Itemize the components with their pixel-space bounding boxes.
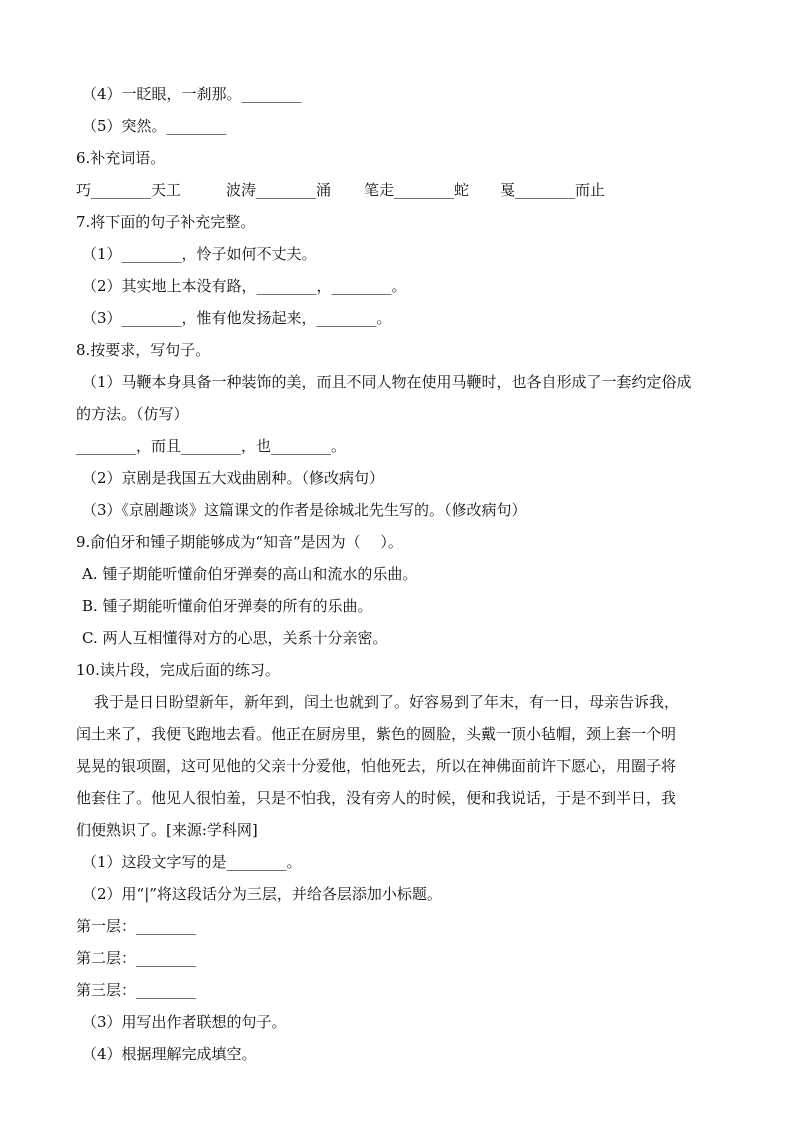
q10-passage-line-3: 晃晃的银项圈，这可见他的父亲十分爱他，怕他死去，所以在神佛面前许下愿心，用圈子将 — [76, 757, 677, 775]
q8-item-2: （2）京剧是我国五大戏曲剧种。（修改病句） — [82, 469, 385, 487]
q9-option-a: A. 锺子期能听懂俞伯牙弹奏的高山和流水的乐曲。 — [82, 565, 418, 583]
q10-item-1: （1）这段文字写的是________。 — [82, 853, 302, 871]
q9-title: 9.俞伯牙和锺子期能够成为“知音”是因为（ ）。 — [76, 533, 403, 551]
q9-option-b: B. 锺子期能听懂俞伯牙弹奏的所有的乐曲。 — [82, 597, 373, 615]
q9-option-c: C. 两人互相懂得对方的心思，关系十分亲密。 — [82, 629, 388, 647]
q6-word-1: 巧________天工 — [76, 181, 182, 199]
q6-word-3: 笔走________蛇 — [364, 181, 470, 199]
q7-item-3: （3）________，惟有他发扬起来，________。 — [82, 309, 392, 327]
q10-passage-line-4: 他套住了。他见人很怕羞，只是不怕我，没有旁人的时候，便和我说话，于是不到半日，我 — [76, 789, 677, 807]
q8-item-1-blank: ________，而且________，也________。 — [76, 437, 347, 455]
q8-title: 8.按要求，写句子。 — [76, 341, 211, 359]
q8-item-1-line-2: 的方法。（仿写） — [76, 405, 189, 423]
q10-item-2: （2）用“|”将这段话分为三层，并给各层添加小标题。 — [82, 885, 442, 903]
q5-item-4: （4）一眨眼，一刹那。________ — [82, 85, 302, 103]
q7-title: 7.将下面的句子补充完整。 — [76, 213, 256, 231]
q10-layer-3: 第三层：________ — [76, 981, 197, 999]
q6-title: 6.补充词语。 — [76, 149, 166, 167]
q10-item-3: （3）用写出作者联想的句子。 — [82, 1013, 287, 1031]
q10-passage-line-2: 闰土来了，我便飞跑地去看。他正在厨房里，紫色的圆脸，头戴一顶小毡帽，颈上套一个明 — [76, 725, 677, 743]
q5-item-5: （5）突然。________ — [82, 117, 227, 135]
q6-word-4: 戛________而止 — [500, 181, 606, 199]
q8-item-3: （3）《京剧趣谈》这篇课文的作者是徐城北先生写的。（修改病句） — [82, 501, 527, 519]
q7-item-1: （1）________，怜子如何不丈夫。 — [82, 245, 317, 263]
q10-title: 10.读片段，完成后面的练习。 — [76, 661, 280, 679]
q7-item-2: （2）其实地上本没有路，________，________。 — [82, 277, 407, 295]
q10-layer-1: 第一层：________ — [76, 917, 197, 935]
q8-item-1-line-1: （1）马鞭本身具备一种装饰的美，而且不同人物在使用马鞭时，也各自形成了一套约定俗成 — [82, 373, 692, 391]
q10-layer-2: 第二层：________ — [76, 949, 197, 967]
q6-word-2: 波涛________涌 — [226, 181, 332, 199]
q10-item-4: （4）根据理解完成填空。 — [82, 1045, 257, 1063]
q10-passage-line-1: 我于是日日盼望新年，新年到，闰土也就到了。好容易到了年末，有一日，母亲告诉我， — [94, 693, 680, 711]
q6-word-row — [76, 180, 756, 200]
q10-passage-line-5: 们便熟识了。[来源:学科网] — [76, 821, 258, 839]
